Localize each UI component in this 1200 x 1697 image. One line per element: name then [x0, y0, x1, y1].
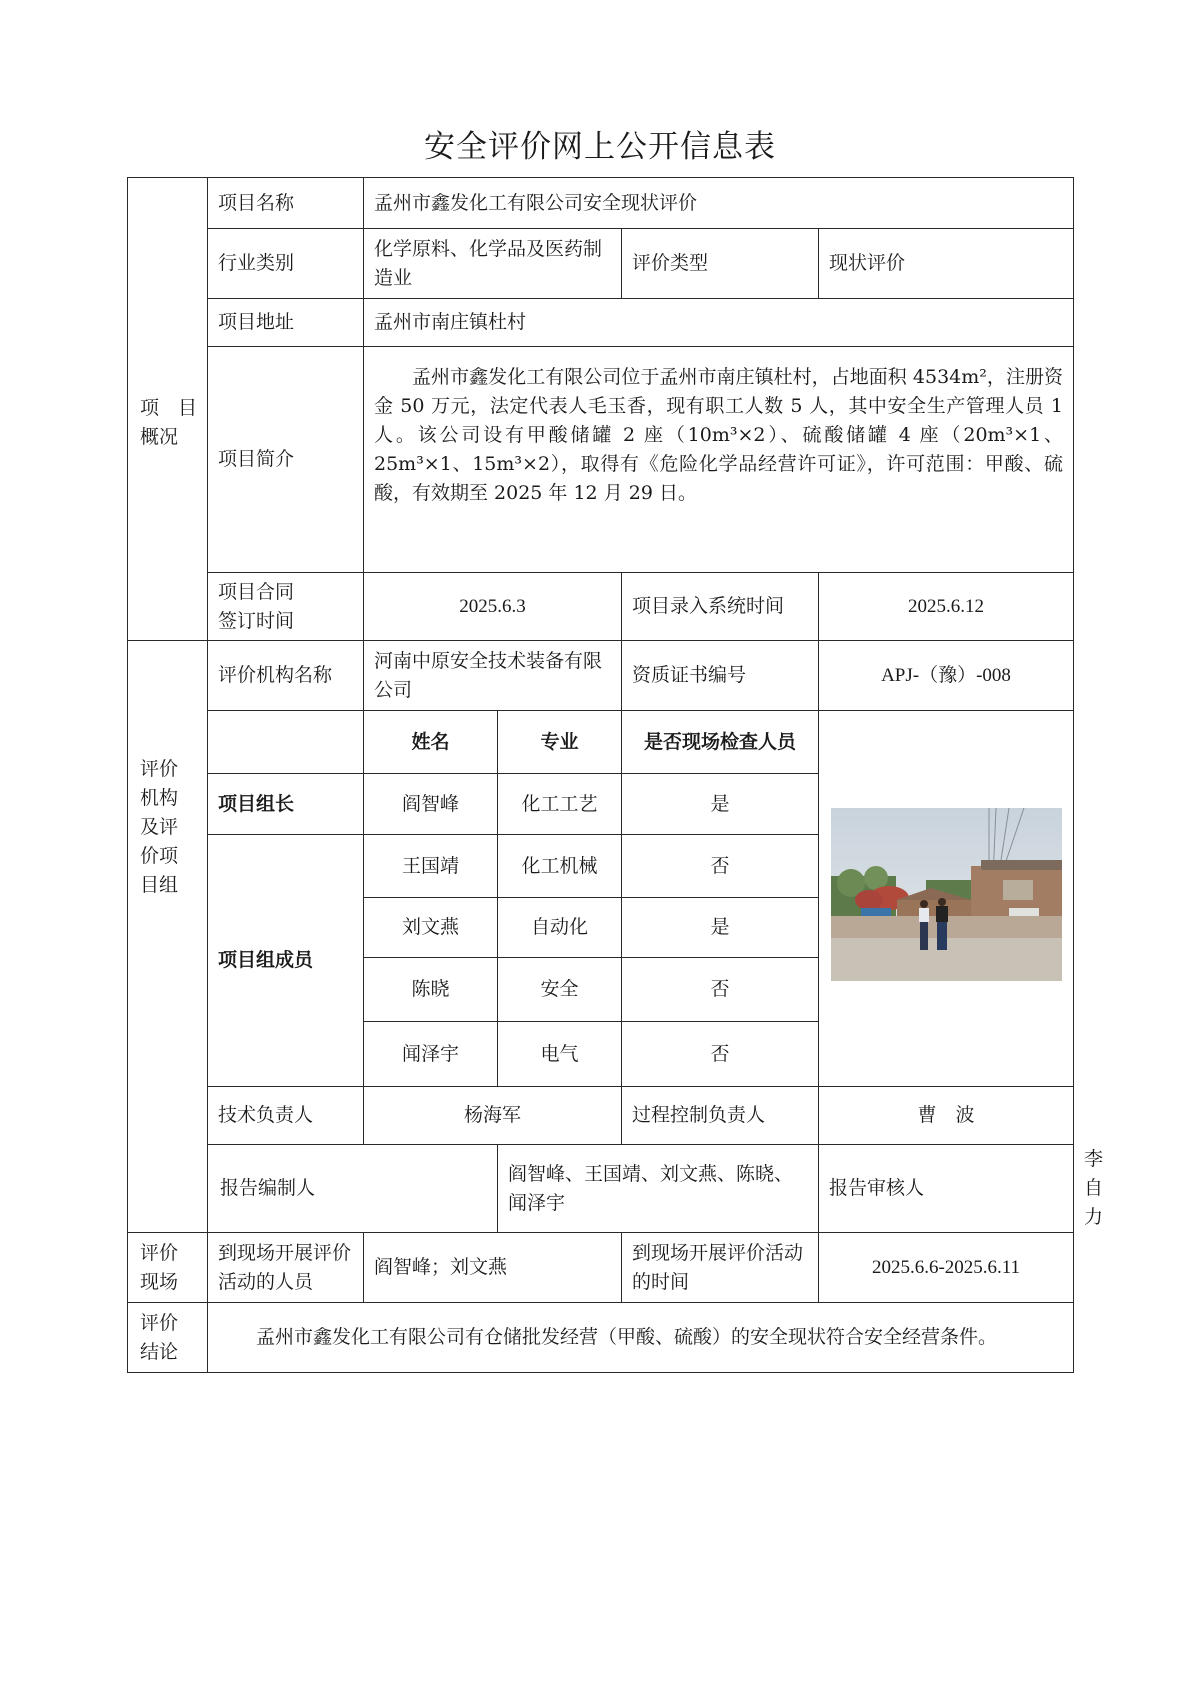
- industry-value: 化学原料、化学品及医药制造业: [364, 229, 622, 299]
- team-name: 王国靖: [364, 835, 498, 898]
- intro-paragraph: 孟州市鑫发化工有限公司位于孟州市南庄镇杜村，占地面积 4534m²，注册资金 50 万元，法定代表人毛玉香，现有职工人数 5 人，其中安全生产管理人员 1 人。该公司设有甲酸储罐 2 座（10m³×2）、硫酸储罐 4 座（20m³×1、25m³×1、15m³×2），取得有《危险化学品经营许可证》，许可范围：甲酸、硫酸，有效期至 2025 年 12 月 29 日。: [374, 366, 1064, 504]
- site-photo: [831, 808, 1062, 981]
- cert-value: APJ-（豫）-008: [819, 641, 1074, 711]
- row-report: 报告编制人 阎智峰、王国靖、刘文燕、陈晓、闻泽宇 报告审核人 李自力: [128, 1145, 1074, 1233]
- team-name: 刘文燕: [364, 898, 498, 958]
- team-major: 化工机械: [498, 835, 622, 898]
- members-label: 项目组成员: [208, 835, 364, 1087]
- group-agency-label-line: 及评: [140, 816, 179, 838]
- site-people: 阎智峰；刘文燕: [364, 1233, 622, 1303]
- tech-lead-label: 技术负责人: [208, 1087, 364, 1145]
- team-name: 阎智峰: [364, 774, 498, 835]
- group-agency-label-line: 评价: [140, 758, 179, 780]
- address-value: 孟州市南庄镇杜村: [364, 299, 1074, 347]
- team-onsite: 否: [622, 958, 819, 1022]
- team-header-major: 专业: [498, 711, 622, 774]
- conclusion-label-line1: 评价: [140, 1311, 179, 1334]
- site-people-label: 到现场开展评价活动的人员: [208, 1233, 364, 1303]
- team-major: 自动化: [498, 898, 622, 958]
- group-overview-label: [128, 178, 208, 641]
- team-onsite: 否: [622, 1022, 819, 1087]
- row-project-name: [128, 178, 1074, 229]
- conclusion-text: 孟州市鑫发化工有限公司有仓储批发经营（甲酸、硫酸）的安全现状符合安全经营条件。: [208, 1303, 1074, 1373]
- contract-label-line1: 项目合同: [218, 580, 295, 603]
- info-table: [127, 177, 1104, 1373]
- row-address: [128, 299, 1074, 347]
- group-agency-label: [128, 641, 208, 1233]
- row-team-header: [128, 711, 1074, 774]
- team-onsite: 否: [622, 835, 819, 898]
- org-value: 河南中原安全技术装备有限公司: [364, 641, 622, 711]
- intro-label: 项目简介: [208, 347, 364, 573]
- site-time-label: 到现场开展评价活动的时间: [622, 1233, 819, 1303]
- group-overview-label-line1: 项 目: [140, 397, 198, 419]
- team-major: 安全: [498, 958, 622, 1022]
- row-industry: [128, 229, 1074, 299]
- team-header-onsite: 是否现场检查人员: [622, 711, 819, 774]
- cert-label: 资质证书编号: [622, 641, 819, 711]
- team-header-blank: [208, 711, 364, 774]
- row-intro: [128, 347, 1074, 573]
- team-major: 电气: [498, 1022, 622, 1087]
- team-header-name: 姓名: [364, 711, 498, 774]
- conclusion-label: [128, 1303, 208, 1373]
- site-group-label-line1: 评价: [140, 1241, 179, 1264]
- team-major: 化工工艺: [498, 774, 622, 835]
- site-photo-cell: [819, 711, 1074, 1087]
- tech-lead-value: 杨海军: [364, 1087, 622, 1145]
- row-org: [128, 641, 1074, 711]
- row-tech-lead: [128, 1087, 1074, 1145]
- project-name-label: 项目名称: [208, 178, 364, 229]
- eval-type-value: 现状评价: [819, 229, 1074, 299]
- group-agency-label-line: 价项: [140, 845, 179, 867]
- entry-date: 2025.6.12: [819, 573, 1074, 641]
- eval-type-label: 评价类型: [622, 229, 819, 299]
- address-label: 项目地址: [208, 299, 364, 347]
- industry-label: 行业类别: [208, 229, 364, 299]
- group-agency-label-line: 机构: [140, 787, 179, 809]
- entry-label: 项目录入系统时间: [622, 573, 819, 641]
- site-time: 2025.6.6-2025.6.11: [819, 1233, 1074, 1303]
- site-group-label-line2: 现场: [140, 1270, 179, 1293]
- row-conclusion: [128, 1303, 1074, 1373]
- row-contract: [128, 573, 1074, 641]
- conclusion-label-line2: 结论: [140, 1340, 179, 1363]
- row-site: [128, 1233, 1074, 1303]
- site-group-label: [128, 1233, 208, 1303]
- intro-text: [364, 347, 1074, 573]
- group-agency-label-line: 目组: [140, 874, 179, 896]
- group-overview-label-line2: 概况: [140, 426, 179, 448]
- team-onsite: 是: [622, 898, 819, 958]
- report-author-label: 报告编制人: [208, 1145, 498, 1233]
- process-lead-value: 曹 波: [819, 1087, 1074, 1145]
- leader-label: 项目组长: [208, 774, 364, 835]
- team-name: 闻泽宇: [364, 1022, 498, 1087]
- process-lead-label: 过程控制负责人: [622, 1087, 819, 1145]
- org-label: 评价机构名称: [208, 641, 364, 711]
- site-photo-image: [831, 808, 1062, 981]
- project-name-value: 孟州市鑫发化工有限公司安全现状评价: [364, 178, 1074, 229]
- report-authors: 阎智峰、王国靖、刘文燕、陈晓、闻泽宇: [498, 1145, 819, 1233]
- page-title: 安全评价网上公开信息表: [424, 129, 776, 165]
- contract-date: 2025.6.3: [364, 573, 622, 641]
- contract-label: [208, 573, 364, 641]
- team-name: 陈晓: [364, 958, 498, 1022]
- contract-label-line2: 签订时间: [218, 609, 295, 632]
- team-onsite: 是: [622, 774, 819, 835]
- report-reviewer-label: 报告审核人: [819, 1145, 1074, 1233]
